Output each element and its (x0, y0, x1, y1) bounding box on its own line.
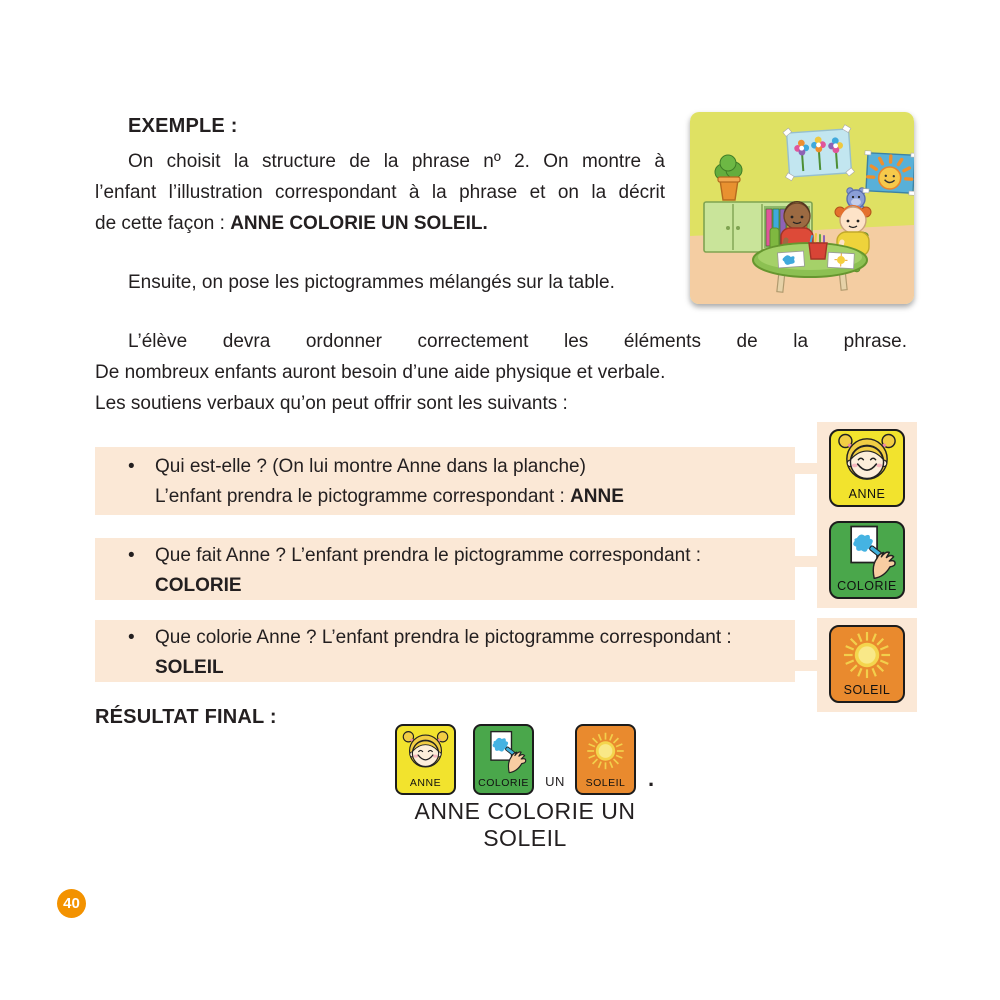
support-answer: COLORIE (155, 575, 242, 596)
paragraph-pictogrammes: Ensuite, on pose les pictogrammes mélangés sur la table. (128, 272, 615, 293)
pictogram-strip-anne (817, 422, 917, 516)
paragraph-line: l’enfant l’illustration correspondant à la phrase et on la décrit (95, 182, 665, 203)
result-word-un: UN (545, 774, 565, 789)
classroom-scene-illustration (690, 112, 914, 304)
support-question: Qui est-elle ? (On lui montre Anne dans la planche) (155, 456, 586, 477)
pictogram-card-soleil (829, 625, 905, 703)
girl-face-icon (831, 431, 903, 487)
support-item-anne (95, 447, 795, 515)
paragraph-line: On choisit la structure de la phrase nº 2. On montre à (128, 151, 665, 172)
pictogram-label: COLORIE (837, 579, 897, 593)
connector-line (793, 463, 820, 474)
pictogram-card-colorie (829, 521, 905, 599)
pictogram-strip-colorie (817, 514, 917, 608)
bullet-icon: • (128, 545, 135, 566)
bullet-icon: • (128, 456, 135, 477)
result-caption: ANNE COLORIE UN SOLEIL (414, 798, 636, 851)
example-heading: EXEMPLE : (128, 115, 238, 137)
paragraph-line: L’élève devra ordonner correctement les éléments de la phrase. (128, 331, 907, 352)
sun-icon (577, 726, 634, 776)
result-card-soleil (575, 724, 636, 795)
connector-line (793, 660, 820, 671)
support-question: Que fait Anne ? L’enfant prendra le pictogramme correspondant : (155, 545, 702, 566)
page-number-badge (57, 889, 86, 918)
bullet-icon: • (128, 627, 135, 648)
pictogram-label: COLORIE (478, 777, 529, 789)
pictogram-strip-soleil (817, 618, 917, 712)
pictogram-label: SOLEIL (585, 777, 626, 789)
sun-icon (831, 627, 903, 683)
result-card-anne (395, 724, 456, 795)
result-heading: RÉSULTAT FINAL : (95, 706, 277, 728)
pictogram-label: ANNE (848, 487, 886, 501)
coloring-hand-icon (831, 523, 903, 579)
pictogram-label: ANNE (409, 777, 442, 789)
support-item-soleil (95, 620, 795, 682)
paragraph-line: De nombreux enfants auront besoin d’une aide physique et verbale. (95, 362, 666, 383)
support-answer: L’enfant prendra le pictogramme correspondant : ANNE (155, 486, 624, 507)
classroom-coloring-scene-icon (690, 112, 914, 304)
result-period: . (648, 766, 655, 791)
pictogram-card-anne (829, 429, 905, 507)
pictogram-label: SOLEIL (843, 683, 891, 697)
support-question: Que colorie Anne ? L’enfant prendra le pictogramme correspondant : (155, 627, 732, 648)
connector-line (793, 556, 820, 567)
paragraph-consigne (95, 326, 907, 419)
paragraph-line: de cette façon : ANNE COLORIE UN SOLEIL. (95, 213, 488, 234)
coloring-hand-icon (475, 726, 532, 776)
paragraph-intro (95, 146, 665, 239)
page-number: 40 (63, 895, 80, 912)
result-card-colorie (473, 724, 534, 795)
girl-face-icon (397, 726, 454, 776)
sentence-model: ANNE COLORIE UN SOLEIL. (230, 213, 488, 234)
paragraph-line: Les soutiens verbaux qu’on peut offrir sont les suivants : (95, 393, 568, 414)
support-item-colorie (95, 538, 795, 600)
support-answer: SOLEIL (155, 657, 224, 678)
